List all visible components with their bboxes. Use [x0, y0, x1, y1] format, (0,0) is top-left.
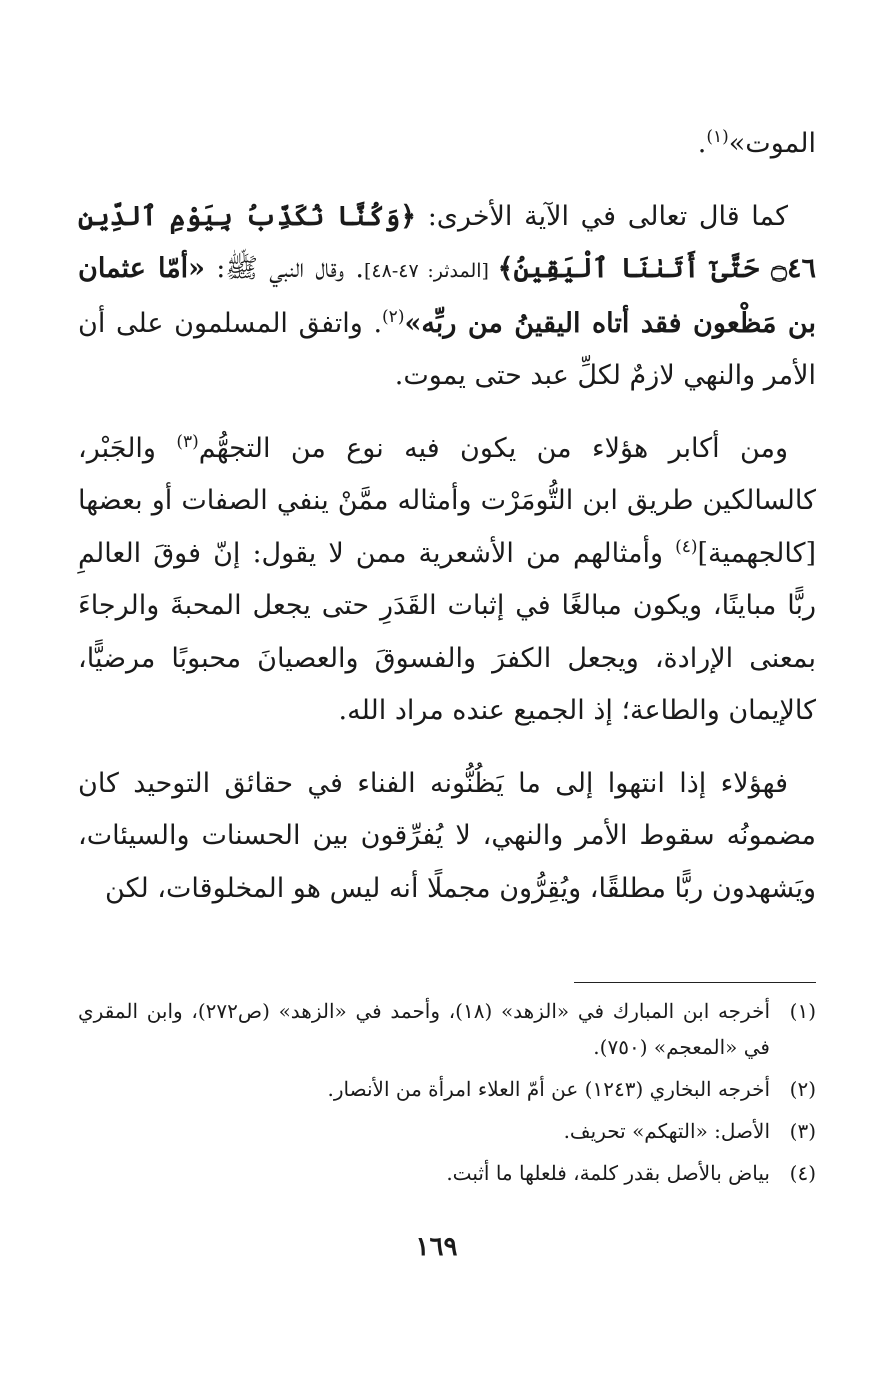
footnote-ref-2[interactable]: (٢) — [382, 306, 405, 327]
footnote-1 — [78, 993, 816, 1065]
footnote-number: (٢) — [789, 1077, 816, 1101]
surah-reference: [المدثر: ٤٧-٤٨] — [363, 260, 498, 282]
paragraph-gap — [78, 171, 816, 191]
footnote-text: الأصل: «التهكم» تحريف. — [563, 1119, 770, 1143]
footnote-number: (١) — [789, 999, 816, 1023]
paragraph-4-text: فهؤلاء إذا انتهوا إلى ما يَظُنُّونه الفناء في حقائق التوحيد كان مضمونُه سقوط الأمر والنهي، لا يُفرِّقون بين الحسنات والسيئات، ويَشهدون ربًّا مطلقًا، ويُقِرُّون مجملًا أنه ليس هو المخلوقات، لكن — [78, 767, 816, 904]
footnote-text: أخرجه ابن المبارك في «الزهد» (١٨)، وأحمد في «الزهد» (ص٢٧٢)، وابن المقري في «المعجم» (٧٥٠). — [78, 999, 770, 1059]
paragraph-1-end: . — [697, 128, 707, 159]
footnote-ref-3[interactable]: (٣) — [176, 431, 199, 452]
footnote-number: (٣) — [789, 1119, 816, 1143]
paragraph-1-text: الموت» — [728, 128, 816, 159]
footnote-ref-4[interactable]: (٤) — [675, 536, 698, 557]
footnote-text: أخرجه البخاري (١٢٤٣) عن أمّ العلاء امرأة من الأنصار. — [327, 1077, 770, 1101]
paragraph-gap — [78, 738, 816, 758]
page-number: ١٦٩ — [415, 1232, 458, 1262]
footnote-4 — [78, 1155, 816, 1191]
paragraph-2-mid: . وقال النبي ﷺ: — [205, 253, 364, 284]
paragraph-1 — [78, 118, 816, 171]
paragraph-2 — [78, 191, 816, 403]
paragraph-gap — [78, 403, 816, 423]
hadith-quote: «أمّا عثمان بن مَظْعون فقد أتاه اليقينُ من ربِّه» — [78, 253, 816, 339]
quran-verse: ﴿وَكُنَّا نُكَذِّبُ بِيَوْمِ ٱلدِّينِ ۝٤٦ حَتَّىٰٓ أَتَىٰنَا ٱلْيَقِينُ﴾ — [78, 200, 816, 284]
paragraph-3 — [78, 423, 816, 738]
paragraph-3-part-a: ومن أكابر هؤلاء من يكون فيه نوع من التجهُّم — [198, 432, 789, 464]
footnotes-section — [78, 993, 816, 1197]
footnote-3 — [78, 1113, 816, 1149]
paragraph-2-rest: . واتفق المسلمون على أن الأمر والنهي لازمٌ لكلِّ عبد حتى يموت. — [78, 307, 816, 391]
paragraph-4 — [78, 758, 816, 916]
footnote-text: بياض بالأصل بقدر كلمة، فلعلها ما أثبت. — [446, 1161, 770, 1185]
paragraph-2-intro: كما قال تعالى في الآية الأخرى: — [416, 200, 788, 232]
paragraph-3-part-b: والجَبْر، كالسالكين طريق ابن التُّومَرْت وأمثاله ممَّنْ ينفي الصفات أو بعضها [كالجهمية] — [78, 432, 816, 569]
footnote-ref-1[interactable]: (١) — [706, 127, 729, 147]
footnote-separator — [574, 982, 816, 983]
footnote-2 — [78, 1071, 816, 1107]
paragraph-3-part-c: وأمثالهم من الأشعرية ممن لا يقول: إنّ فوقَ العالمِ ربًّا مباينًا، ويكون مبالغًا في إثبات القَدَرِ حتى يجعل المحبةَ والرجاءَ بمعنى الإرادة، ويجعل الكفرَ والفسوقَ والعصيانَ محبوبًا مرضيًّا، كالإيمان والطاعة؛ إذ الجميع عنده مراد الله. — [78, 537, 816, 726]
main-text — [78, 118, 816, 915]
footnote-number: (٤) — [789, 1161, 816, 1185]
